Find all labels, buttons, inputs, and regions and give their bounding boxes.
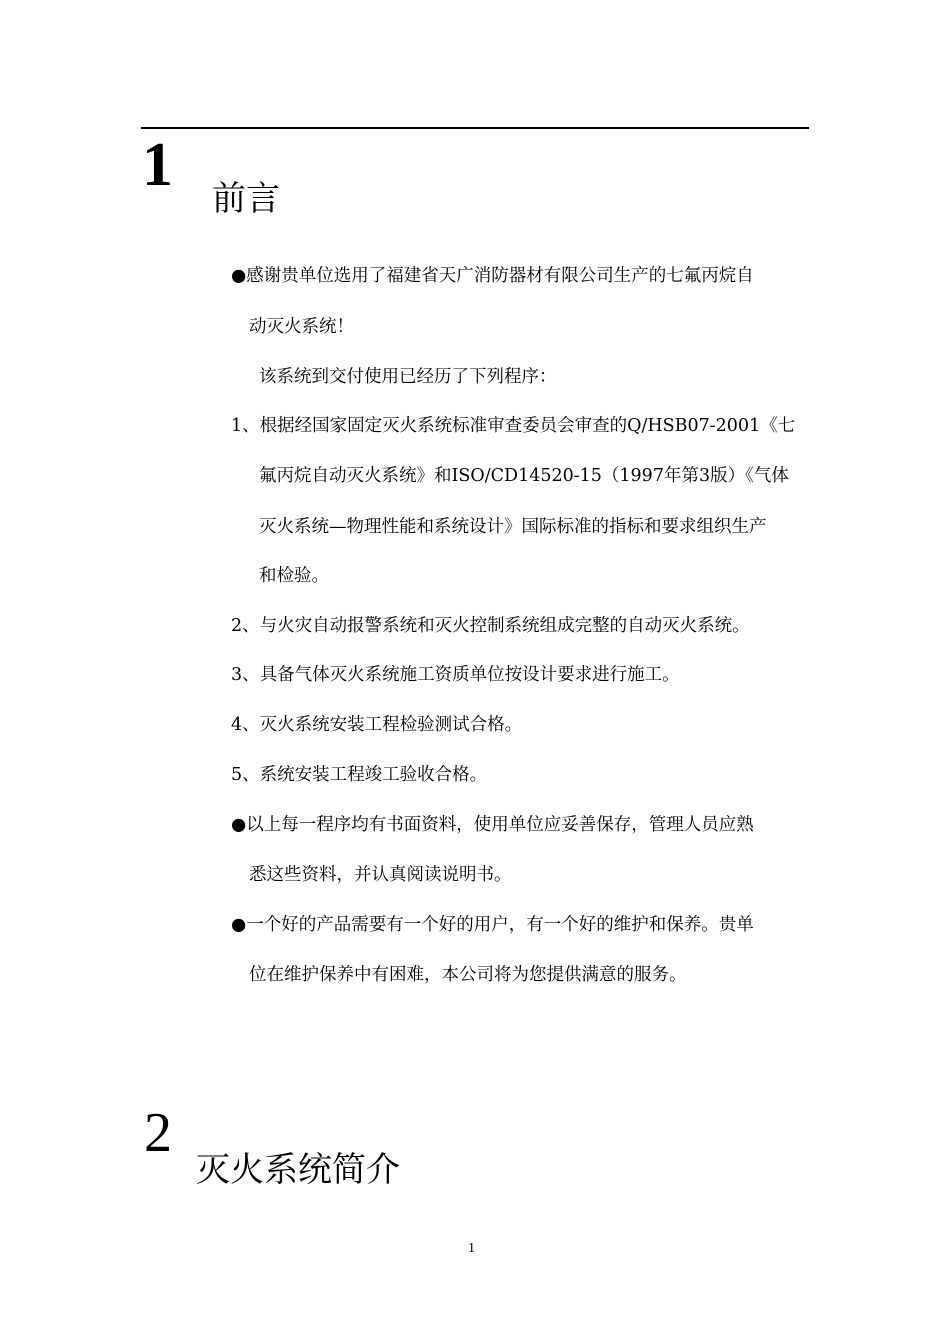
paragraph-line: 该系统到交付使用已经历了下列程序： [259, 367, 557, 387]
section-1-title: 前言 [212, 179, 280, 219]
paragraph-line: 悉这些资料，并认真阅读说明书。 [249, 865, 512, 885]
list-item-line: 和检验。 [259, 566, 329, 586]
paragraph-line: ●以上每一程序均有书面资料，使用单位应妥善保存，管理人员应熟 [231, 815, 754, 835]
section-2-number: 2 [144, 1102, 172, 1164]
paragraph-line: ●感谢贵单位选用了福建省天广消防器材有限公司生产的七氟丙烷自 [231, 266, 754, 286]
list-item-line: 氟丙烷自动灭火系统》和ISO/CD14520-15（1997年第3版）《气体 [259, 466, 789, 486]
section-2-title: 灭火系统简介 [196, 1150, 400, 1190]
page-number: 1 [468, 1241, 475, 1256]
list-item-line: 5、系统安装工程竣工验收合格。 [231, 765, 488, 785]
paragraph-line: 位在维护保养中有困难，本公司将为您提供满意的服务。 [249, 965, 687, 985]
header-rule [141, 127, 809, 129]
paragraph-line: ●一个好的产品需要有一个好的用户，有一个好的维护和保养。贵单 [231, 915, 754, 935]
list-item-line: 1、根据经国家固定灭火系统标准审查委员会审查的Q/HSB07-2001《七 [231, 416, 796, 436]
list-item-line: 2、与火灾自动报警系统和灭火控制系统组成完整的自动灭火系统。 [231, 616, 750, 636]
paragraph-line: 动灭火系统！ [249, 317, 354, 337]
list-item-line: 4、灭火系统安装工程检验测试合格。 [231, 715, 523, 735]
section-1-number: 1 [142, 131, 173, 199]
list-item-line: 灭火系统—物理性能和系统设计》国际标准的指标和要求组织生产 [259, 517, 767, 537]
list-item-line: 3、具备气体灭火系统施工资质单位按设计要求进行施工。 [231, 665, 680, 685]
